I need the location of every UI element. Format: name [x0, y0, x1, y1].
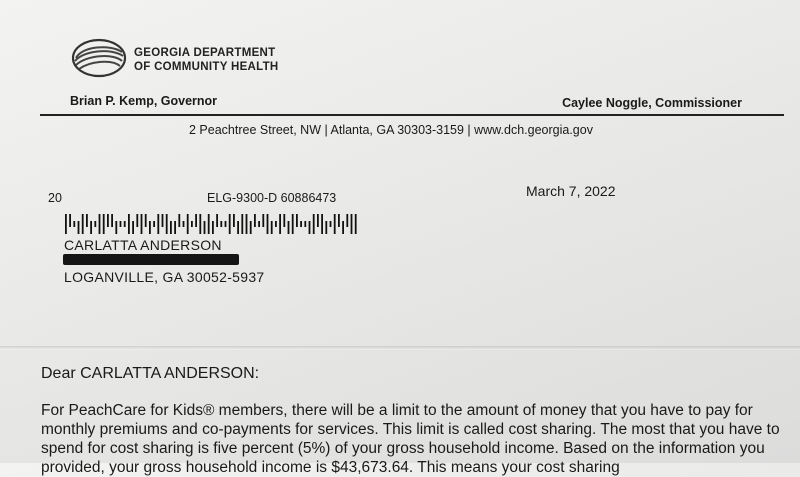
barcode-bar: [162, 214, 164, 227]
barcode-bar: [237, 221, 239, 234]
barcode-bar: [191, 221, 193, 227]
barcode-bar: [157, 214, 159, 234]
barcode-bar: [304, 221, 306, 227]
barcode-bar: [82, 214, 84, 234]
barcode-bar: [124, 221, 126, 227]
barcode-bar: [115, 221, 117, 234]
barcode-bar: [183, 221, 185, 227]
barcode-bar: [120, 221, 122, 227]
barcode-bar: [296, 214, 298, 227]
barcode-bar: [233, 214, 235, 227]
barcode-bar: [103, 214, 105, 234]
barcode-bar: [321, 214, 323, 234]
barcode-bar: [279, 214, 281, 234]
dch-logo-icon: [70, 36, 128, 80]
barcode-bar: [94, 221, 96, 227]
barcode-bar: [346, 214, 348, 227]
barcode-bar: [351, 214, 353, 234]
barcode-bar: [208, 214, 210, 234]
letter-date: March 7, 2022: [526, 183, 616, 199]
barcode-bar: [250, 221, 252, 234]
barcode-bar: [153, 221, 155, 227]
barcode-bar: [325, 221, 327, 234]
barcode-bar: [212, 221, 214, 234]
agency-line-1: GEORGIA DEPARTMENT: [134, 47, 276, 59]
barcode-bar: [65, 214, 67, 234]
letterhead-divider: [40, 114, 784, 116]
agency-line-2: OF COMMUNITY HEALTH: [134, 61, 279, 73]
redacted-street-address: [63, 254, 239, 265]
barcode-bar: [229, 214, 231, 234]
barcode-bar: [178, 214, 180, 227]
barcode-bar: [334, 214, 336, 234]
barcode-bar: [288, 221, 290, 234]
barcode-bar: [254, 214, 256, 227]
barcode-bar: [300, 221, 302, 227]
barcode-bar: [309, 221, 311, 234]
commissioner-name: Caylee Noggle, Commissioner: [562, 96, 742, 110]
recipient-city-state-zip: LOGANVILLE, GA 30052-5937: [64, 269, 265, 285]
barcode-bar: [136, 214, 138, 227]
barcode-bar: [241, 214, 243, 234]
barcode-bar: [204, 221, 206, 234]
barcode-bar: [283, 214, 285, 227]
barcode-bar: [86, 214, 88, 227]
barcode-bar: [187, 214, 189, 234]
barcode-bar: [355, 214, 357, 234]
barcode-bar: [246, 214, 248, 234]
barcode-bar: [262, 214, 264, 227]
barcode-bar: [313, 214, 315, 234]
barcode-bar: [195, 214, 197, 227]
barcode-bar: [107, 214, 109, 227]
barcode-bar: [220, 221, 222, 227]
barcode-bar: [258, 221, 260, 227]
barcode-bar: [330, 221, 332, 227]
barcode-bar: [216, 214, 218, 227]
barcode-bar: [275, 221, 277, 227]
barcode-bar: [317, 214, 319, 227]
recipient-name: CARLATTA ANDERSON: [64, 237, 222, 253]
barcode-bar: [174, 221, 176, 234]
body-paragraph: For PeachCare for Kids® members, there will be a limit to the amount of money that you have to pay for monthly premiums and co-payments for services. This limit is called cost sharing. The most that you have to spend for cost sharing is five percent (5%) of your gross household income. Based on the information you provided, your gross household income is $43,673.64. This means your cost sharing: [41, 402, 780, 476]
paper-fold: [0, 346, 800, 350]
barcode-bar: [141, 214, 143, 234]
barcode-bar: [199, 214, 201, 234]
barcode-bar: [145, 214, 147, 227]
barcode-bar: [225, 221, 227, 227]
barcode-bar: [90, 221, 92, 234]
reference-number: ELG-9300-D 60886473: [207, 191, 337, 205]
agency-name: [134, 46, 279, 74]
postal-barcode: [64, 214, 364, 234]
salutation: Dear CARLATTA ANDERSON:: [41, 365, 260, 382]
mail-code: 20: [48, 191, 62, 205]
barcode-bar: [69, 214, 71, 227]
barcode-bar: [132, 221, 134, 234]
barcode-bar: [111, 214, 113, 227]
barcode-bar: [149, 221, 151, 234]
barcode-bar: [78, 221, 80, 234]
barcode-bar: [99, 214, 101, 234]
barcode-bar: [170, 221, 172, 234]
barcode-bar: [73, 221, 75, 227]
barcode-bar: [267, 214, 269, 234]
barcode-bar: [166, 214, 168, 234]
agency-address: 2 Peachtree Street, NW | Atlanta, GA 30303-3159 | www.dch.georgia.gov: [189, 123, 593, 137]
barcode-bar: [128, 214, 130, 234]
letter-body: [41, 401, 800, 477]
barcode-bar: [292, 214, 294, 234]
governor-name: Brian P. Kemp, Governor: [70, 94, 218, 108]
barcode-bar: [342, 221, 344, 234]
barcode-bar: [271, 221, 273, 234]
barcode-bar: [338, 214, 340, 227]
